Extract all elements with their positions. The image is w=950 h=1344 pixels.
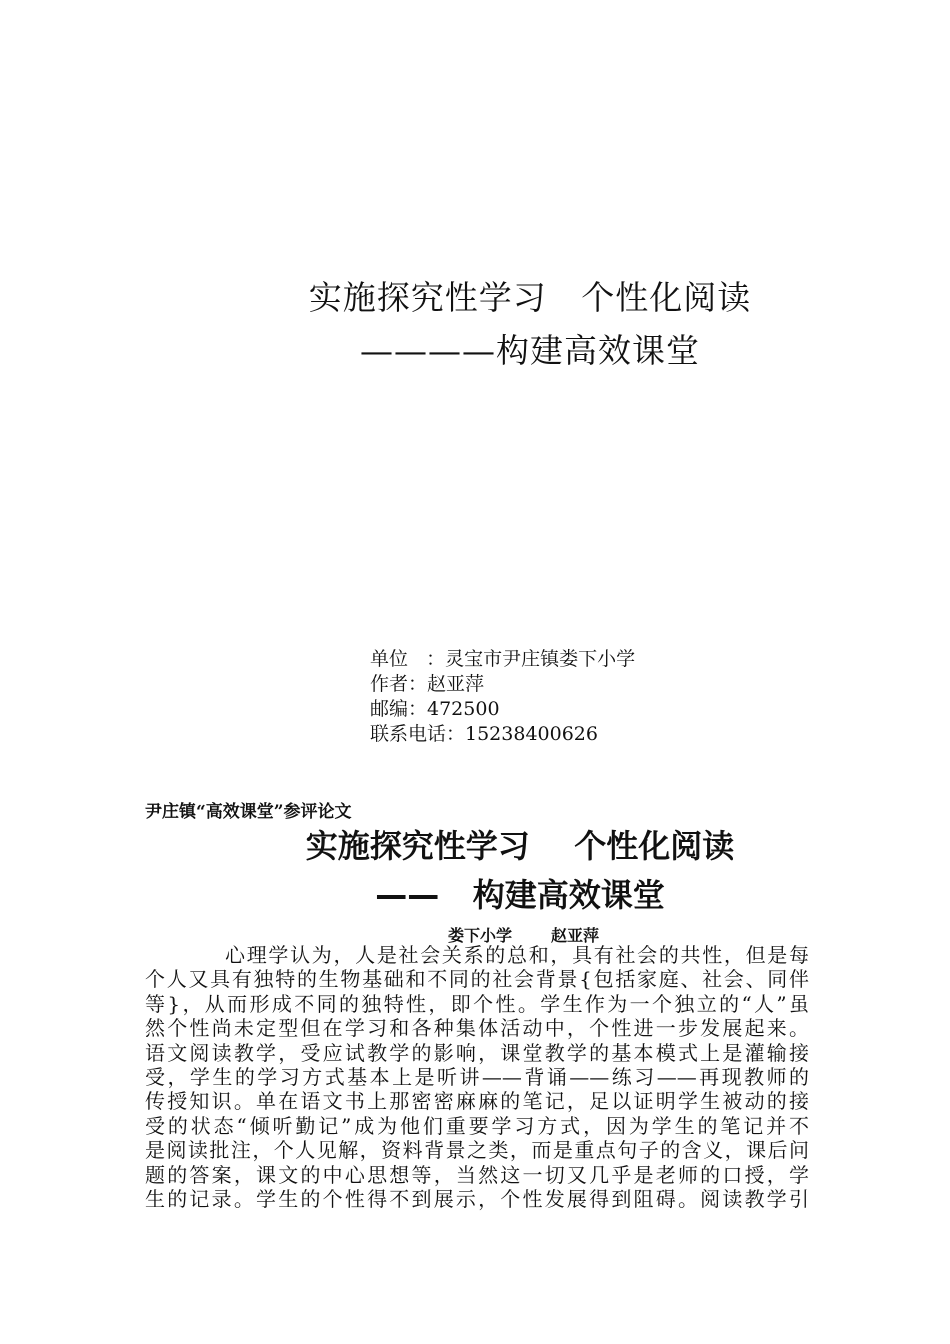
paper-title-line1: 实施探究性学习 个性化阅读 <box>305 827 735 865</box>
body-line: 等}，从而形成不同的独特性，即个性。学生作为一个独立的“人”虽 <box>145 991 809 1016</box>
cover-title-line2: ————构建高效课堂 <box>360 331 700 370</box>
body-line: 个人又具有独特的生物基础和不同的社会背景{包括家庭、社会、同伴 <box>145 967 809 992</box>
unit-line: 单位 ：灵宝市尹庄镇娄下小学 <box>370 648 636 670</box>
body-line: 受，学生的学习方式基本上是听讲——背诵——练习——再现教师的 <box>145 1065 809 1090</box>
body-line: 题的答案，课文的中心思想等，当然这一切又几乎是老师的口授，学 <box>145 1162 809 1187</box>
postcode-line: 邮编：472500 <box>370 698 500 720</box>
body-line: 然个性尚未定型但在学习和各种集体活动中，个性进一步发展起来。 <box>145 1016 809 1041</box>
author-info-block <box>370 647 635 747</box>
body-line: 语文阅读教学，受应试教学的影响，课堂教学的基本模式上是灌输接 <box>145 1040 809 1065</box>
body-line: 心理学认为，人是社会关系的总和，具有社会的共性，但是每 <box>225 943 809 967</box>
contest-label: 尹庄镇“高效课堂”参评论文 <box>145 802 352 822</box>
body-line: 是阅读批注，个人见解，资料背景之类，而是重点句子的含义，课后问 <box>145 1138 809 1163</box>
body-line: 受的状态“倾听勤记”成为他们重要学习方式，因为学生的笔记并不 <box>145 1113 809 1138</box>
body-paragraph <box>145 943 809 1211</box>
body-line: 生的记录。学生的个性得不到展示，个性发展得到阻碍。阅读教学引 <box>145 1187 809 1212</box>
author-line: 作者：赵亚萍 <box>370 673 485 695</box>
phone-line: 联系电话：15238400626 <box>370 723 598 745</box>
paper-title-line2: —— 构建高效课堂 <box>375 876 665 914</box>
body-line: 传授知识。单在语文书上那密密麻麻的笔记，足以证明学生被动的接 <box>145 1089 809 1114</box>
cover-title-line1: 实施探究性学习 个性化阅读 <box>308 278 752 317</box>
byline: 娄下小学 赵亚萍 <box>448 926 599 945</box>
